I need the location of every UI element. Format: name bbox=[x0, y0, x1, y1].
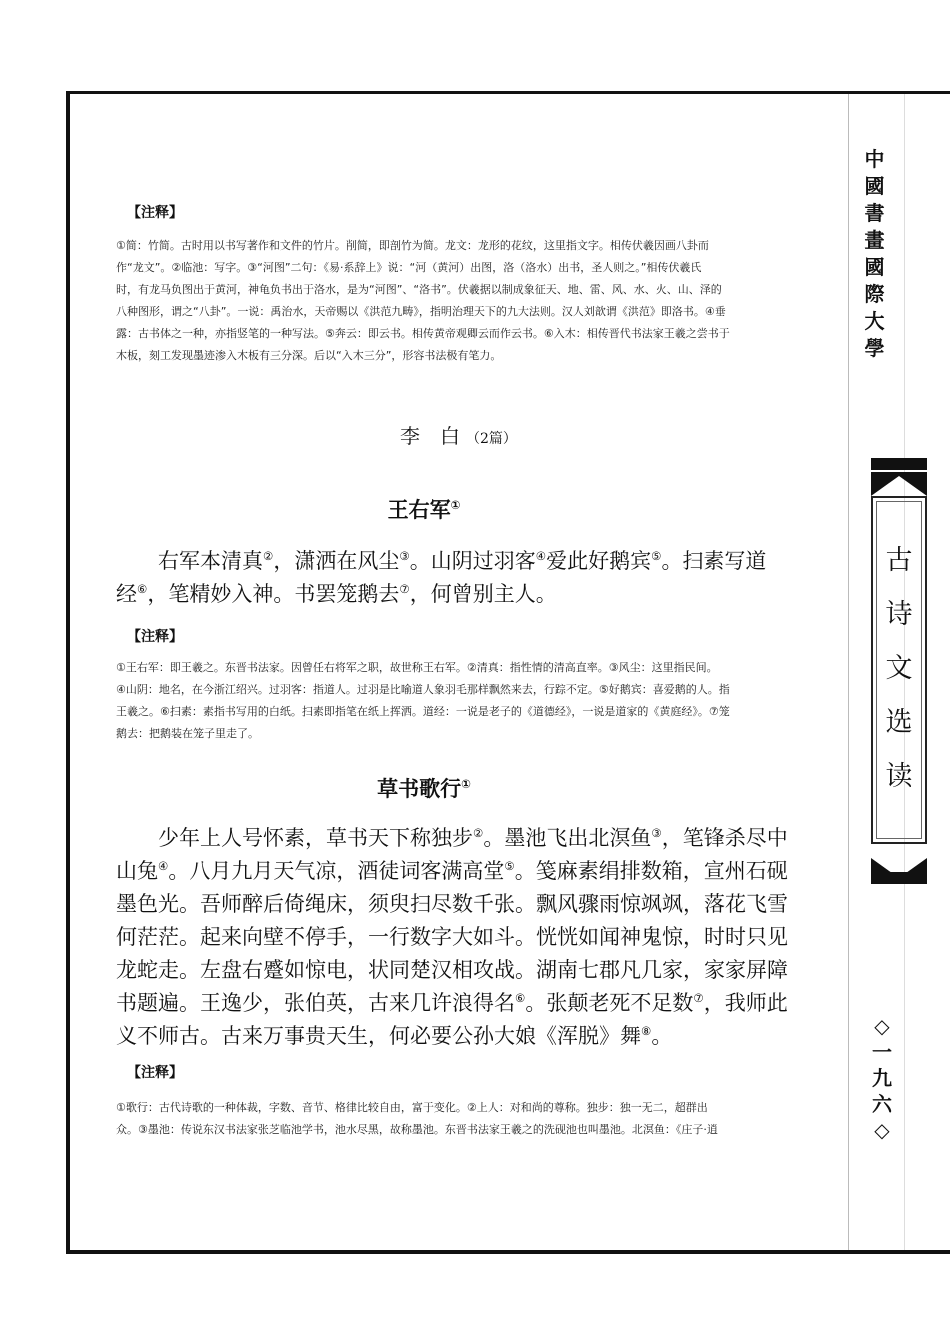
banner-top-bar bbox=[871, 458, 927, 470]
poem-text: 。墨池飞出北溟鱼 bbox=[483, 826, 652, 850]
note-line: 众。③墨池：传说东汉书法家张芝临池学书，池水尽黑，故称墨池。东晋书法家王羲之的洗砚池也叫墨池。北溟鱼：《庄子·逍 bbox=[116, 1123, 718, 1136]
school-char: 際 bbox=[864, 282, 886, 306]
author-name: 李 白 bbox=[400, 424, 460, 448]
poem-text: 龙蛇走。左盘右蹙如惊电，状同楚汉相攻战。湖南七郡凡几家，家家屏障 bbox=[116, 958, 788, 982]
poem-text: 少年上人号怀素，草书天下称独步 bbox=[116, 826, 473, 850]
poem-text: 山兔 bbox=[116, 859, 158, 883]
poem-text: 何茫茫。起来向壁不停手，一行数字大如斗。恍恍如闻神鬼惊，时时只见 bbox=[116, 925, 788, 949]
poem-text: 右军本清真 bbox=[116, 549, 263, 573]
note-line: ①歌行：古代诗歌的一种体裁，字数、音节、格律比较自由，富于变化。②上人：对和尚的尊称。独步：独一无二，超群出 bbox=[116, 1101, 708, 1114]
poem-text: ，我师此 bbox=[703, 991, 788, 1015]
poem-text: ，潇洒在风尘 bbox=[273, 549, 400, 573]
page-number-char: ◇ bbox=[874, 1014, 890, 1038]
poem-title-text: 王右军 bbox=[387, 498, 451, 522]
note-line: 鹅去：把鹅装在笼子里走了。 bbox=[116, 727, 259, 740]
frame-bottom-border bbox=[66, 1250, 950, 1254]
poem-text: ，笔锋杀尽中 bbox=[661, 826, 788, 850]
footnote-mark: ⑤ bbox=[651, 549, 662, 563]
book-title bbox=[873, 534, 925, 804]
page-number-char: ◇ bbox=[874, 1118, 890, 1142]
banner-bottom-bar bbox=[871, 872, 927, 884]
poem-text: 爱此好鹅宾 bbox=[546, 549, 652, 573]
notes-block bbox=[116, 235, 816, 367]
poem-line bbox=[116, 888, 816, 921]
school-char: 大 bbox=[864, 309, 886, 333]
footnote-mark: ④ bbox=[535, 549, 547, 563]
poem-line bbox=[116, 921, 816, 954]
book-title-char: 文 bbox=[885, 653, 913, 684]
footnote-mark: ③ bbox=[399, 549, 410, 563]
school-char: 書 bbox=[864, 201, 886, 225]
poem-line bbox=[116, 954, 816, 987]
note-line: ①简：竹简。古时用以书写著作和文件的竹片。削简，即剖竹为简。龙文：龙形的花纹，这里指文字。相传伏羲因画八卦而 bbox=[116, 239, 709, 252]
page-number bbox=[862, 1013, 902, 1143]
poem-line bbox=[116, 578, 816, 611]
page-number-char: 九 bbox=[872, 1066, 892, 1090]
note-line: ④山阴：地名，在今浙江绍兴。过羽客：指道人。过羽是比喻道人象羽毛那样飘然来去，行踪不定。⑤好鹅宾：喜爱鹅的人。指 bbox=[116, 683, 730, 696]
page-number-char: 一 bbox=[872, 1040, 892, 1064]
footnote-mark: ② bbox=[473, 826, 484, 840]
poem-text: 。笺麻素绢排数箱，宣州石砚 bbox=[514, 859, 788, 883]
note-line: 作“龙文”。②临池：写字。③“河图”二句：《易·系辞上》说：“河（黄河）出图，洛（洛水）出书，圣人则之。”相传伏羲氏 bbox=[116, 261, 702, 274]
poem-text: 义不师古。古来万事贵天生，何必要公孙大娘《浑脱》舞 bbox=[116, 1024, 641, 1048]
note-line: 木板，刻工发现墨迹渗入木板有三分深。后以“入木三分”，形容书法极有笔力。 bbox=[116, 349, 502, 362]
poem-text: 书题遍。王逸少，张伯英，古来几许浪得名 bbox=[116, 991, 515, 1015]
footnote-mark: ⑦ bbox=[693, 991, 704, 1005]
poem-line bbox=[116, 822, 816, 855]
footnote-mark: ① bbox=[450, 498, 461, 512]
banner-box bbox=[871, 496, 927, 844]
notes-block bbox=[116, 1097, 816, 1141]
footnote-mark: ⑥ bbox=[137, 582, 148, 596]
poem-line bbox=[116, 855, 816, 888]
footnote-mark: ③ bbox=[651, 826, 662, 840]
author-heading bbox=[400, 420, 517, 449]
footnote-mark: ⑥ bbox=[515, 991, 526, 1005]
poem-text: 。扫素写道 bbox=[661, 549, 767, 573]
book-title-char: 读 bbox=[885, 761, 913, 792]
footnote-mark: ⑧ bbox=[641, 1024, 652, 1038]
book-title-char: 古 bbox=[885, 545, 913, 576]
book-title-char: 诗 bbox=[885, 599, 913, 630]
poem-title-text: 草书歌行 bbox=[377, 777, 462, 801]
poem-text: 墨色光。吾师醉后倚绳床，须臾扫尽数千张。飘风骤雨惊飒飒，落花飞雪 bbox=[116, 892, 788, 916]
note-line: ①王右军：即王羲之。东晋书法家。因曾任右将军之职，故世称王右军。②清真：指性情的清高直率。③风尘：这里指民间。 bbox=[116, 661, 718, 674]
poem-text: 。八月九月天气凉，酒徒词客满高堂 bbox=[168, 859, 505, 883]
book-title-char: 选 bbox=[885, 707, 913, 738]
school-char: 國 bbox=[864, 255, 886, 279]
note-line: 时，有龙马负图出于黄河，神龟负书出于洛水，是为“河图”、“洛书”。伏羲据以制成象征天、地、雷、风、水、火、山、泽的 bbox=[116, 283, 722, 296]
poem-text: 。 bbox=[651, 1024, 673, 1048]
poem-text: ，何曾别主人。 bbox=[409, 582, 557, 606]
footnote-mark: ④ bbox=[158, 859, 169, 873]
poem-body bbox=[116, 545, 816, 611]
poem-text: ，笔精妙入神。书罢笼鹅去 bbox=[147, 582, 400, 606]
poem-line bbox=[116, 1020, 816, 1053]
poem-text: 经 bbox=[116, 582, 137, 606]
footnote-mark: ⑦ bbox=[399, 582, 410, 596]
footnote-mark: ⑤ bbox=[504, 859, 515, 873]
poem-text: 。山阴过羽客 bbox=[409, 549, 536, 573]
school-char: 中 bbox=[864, 147, 886, 171]
page-number-char: 六 bbox=[872, 1092, 892, 1116]
margin-divider bbox=[848, 94, 849, 1250]
poem-line bbox=[116, 545, 816, 578]
notes-heading: 【注释】 bbox=[127, 205, 183, 221]
poem-title bbox=[0, 773, 848, 803]
author-count: （2篇） bbox=[466, 431, 517, 447]
poem-line bbox=[116, 987, 816, 1020]
poem-title bbox=[0, 494, 848, 524]
school-char: 國 bbox=[864, 174, 886, 198]
note-line: 露：古书体之一种，亦指竖笔的一种写法。⑤奔云：即云书。相传黄帝观卿云而作云书。⑥入木：相传晋代书法家王羲之尝书于 bbox=[116, 327, 730, 340]
school-char: 學 bbox=[864, 336, 886, 360]
note-line: 王羲之。⑥扫素：素指书写用的白纸。扫素即指笔在纸上挥洒。道经：一说是老子的《道德经》，一说是道家的《黄庭经》。⑦笼 bbox=[116, 705, 730, 718]
school-char: 畫 bbox=[864, 228, 886, 252]
notes-block bbox=[116, 657, 816, 745]
note-line: 八种图形，谓之“八卦”。一说：禹治水，天帝赐以《洪范九畴》，指明治理天下的九大法则。汉人刘歆谓《洪范》即洛书。④垂 bbox=[116, 305, 726, 318]
school-name bbox=[858, 146, 892, 362]
poem-text: 。张颠老死不足数 bbox=[525, 991, 694, 1015]
notes-heading: 【注释】 bbox=[127, 1065, 183, 1081]
footnote-mark: ① bbox=[461, 777, 471, 791]
poem-body bbox=[116, 822, 816, 1053]
frame-top-border bbox=[66, 91, 950, 94]
frame-left-border bbox=[66, 91, 70, 1254]
footnote-mark: ② bbox=[263, 549, 274, 563]
notes-heading: 【注释】 bbox=[127, 629, 183, 645]
